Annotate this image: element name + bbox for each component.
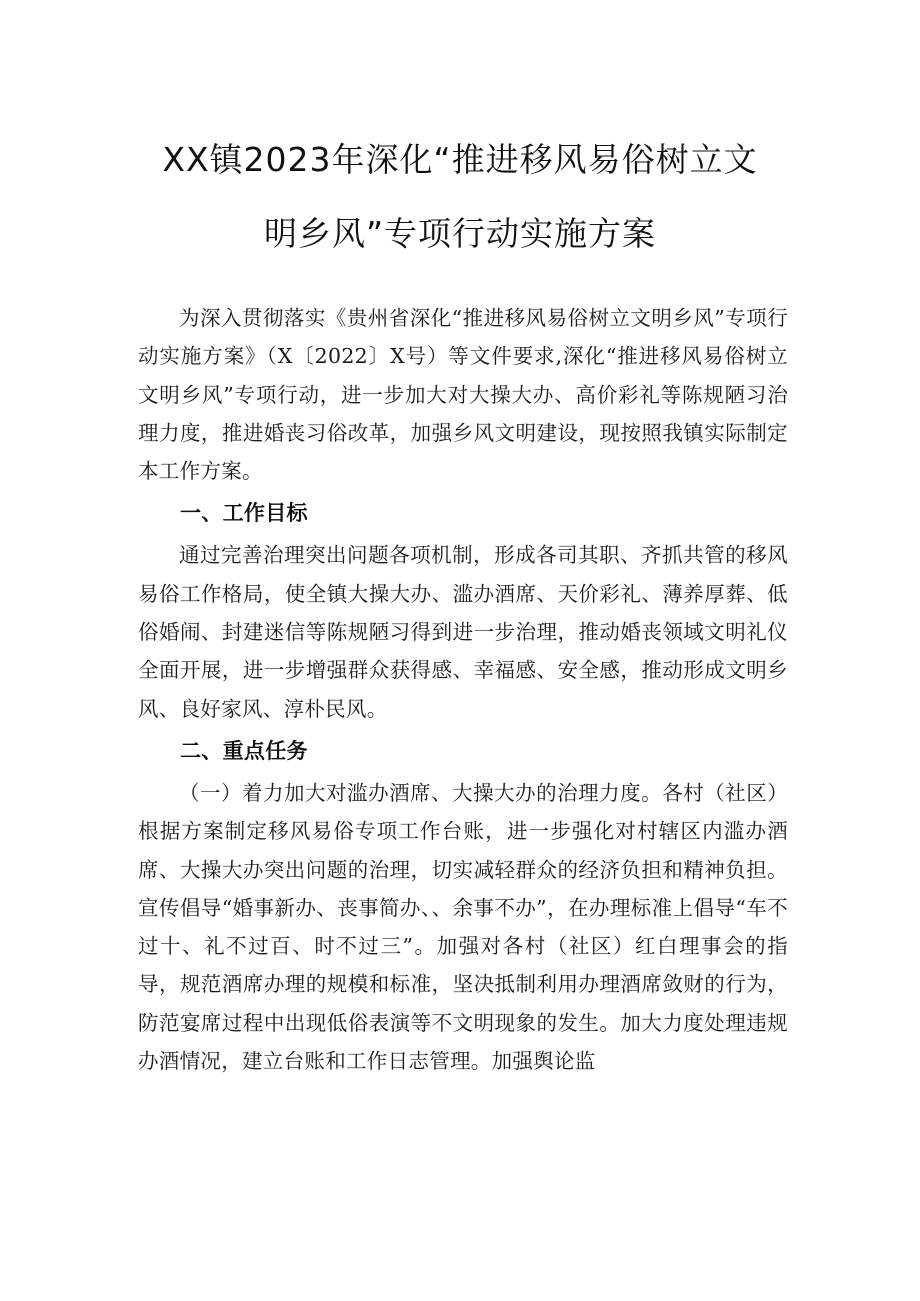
intro-paragraph: 为深入贯彻落实《贵州省深化“推进移风易俗树立文明乡风”专项行动实施方案》（X〔2022〕X号）等文件要求,深化“推进移风易俗树立文明乡风”专项行动，进一步加大对大操大办、高价彩礼等陈规陋习治理力度，推进婚丧习俗改革，加强乡风文明建设，现按照我镇实际制定本工作方案。 xyxy=(138,306,788,484)
task-1-paragraph: （一）着力加大对滥办酒席、大操大办的治理力度。各村（社区）根据方案制定移风易俗专项工作台账，进一步强化对村辖区内滥办酒席、大操大办突出问题的治理，切实减轻群众的经济负担和精神负担。宣传倡导“婚事新办、丧事简办、、余事不办”，在办理标准上倡导“车不过十、礼不过百、时不过三”。加强对各村（社区）红白理事会的指导，规范酒席办理的规模和标准，坚决抵制利用办理酒席敛财的行为，防范宴席过程中出现低俗表演等不文明现象的发生。加大力度处理违规办酒情况，建立台账和工作日志管理。加强舆论监 xyxy=(138,780,788,1074)
document-body xyxy=(138,299,788,1080)
document-title-line-2: 明乡风”专项行动实施方案 xyxy=(263,214,657,253)
document-title-line-1: XX镇2023年深化“推进移风易俗树立文 xyxy=(162,140,758,179)
goals-paragraph: 通过完善治理突出问题各项机制，形成各司其职、齐抓共管的移风易俗工作格局，使全镇大操大办、滥办酒席、天价彩礼、薄养厚葬、低俗婚闹、封建迷信等陈规陋习得到进一步治理，推动婚丧领域文明礼仪全面开展，进一步增强群众获得感、幸福感、安全感，推动形成文明乡风、良好家风、淳朴民风。 xyxy=(138,543,788,721)
section-heading-goals: 一、工作目标 xyxy=(180,501,308,526)
section-heading-tasks: 二、重点任务 xyxy=(180,738,308,763)
